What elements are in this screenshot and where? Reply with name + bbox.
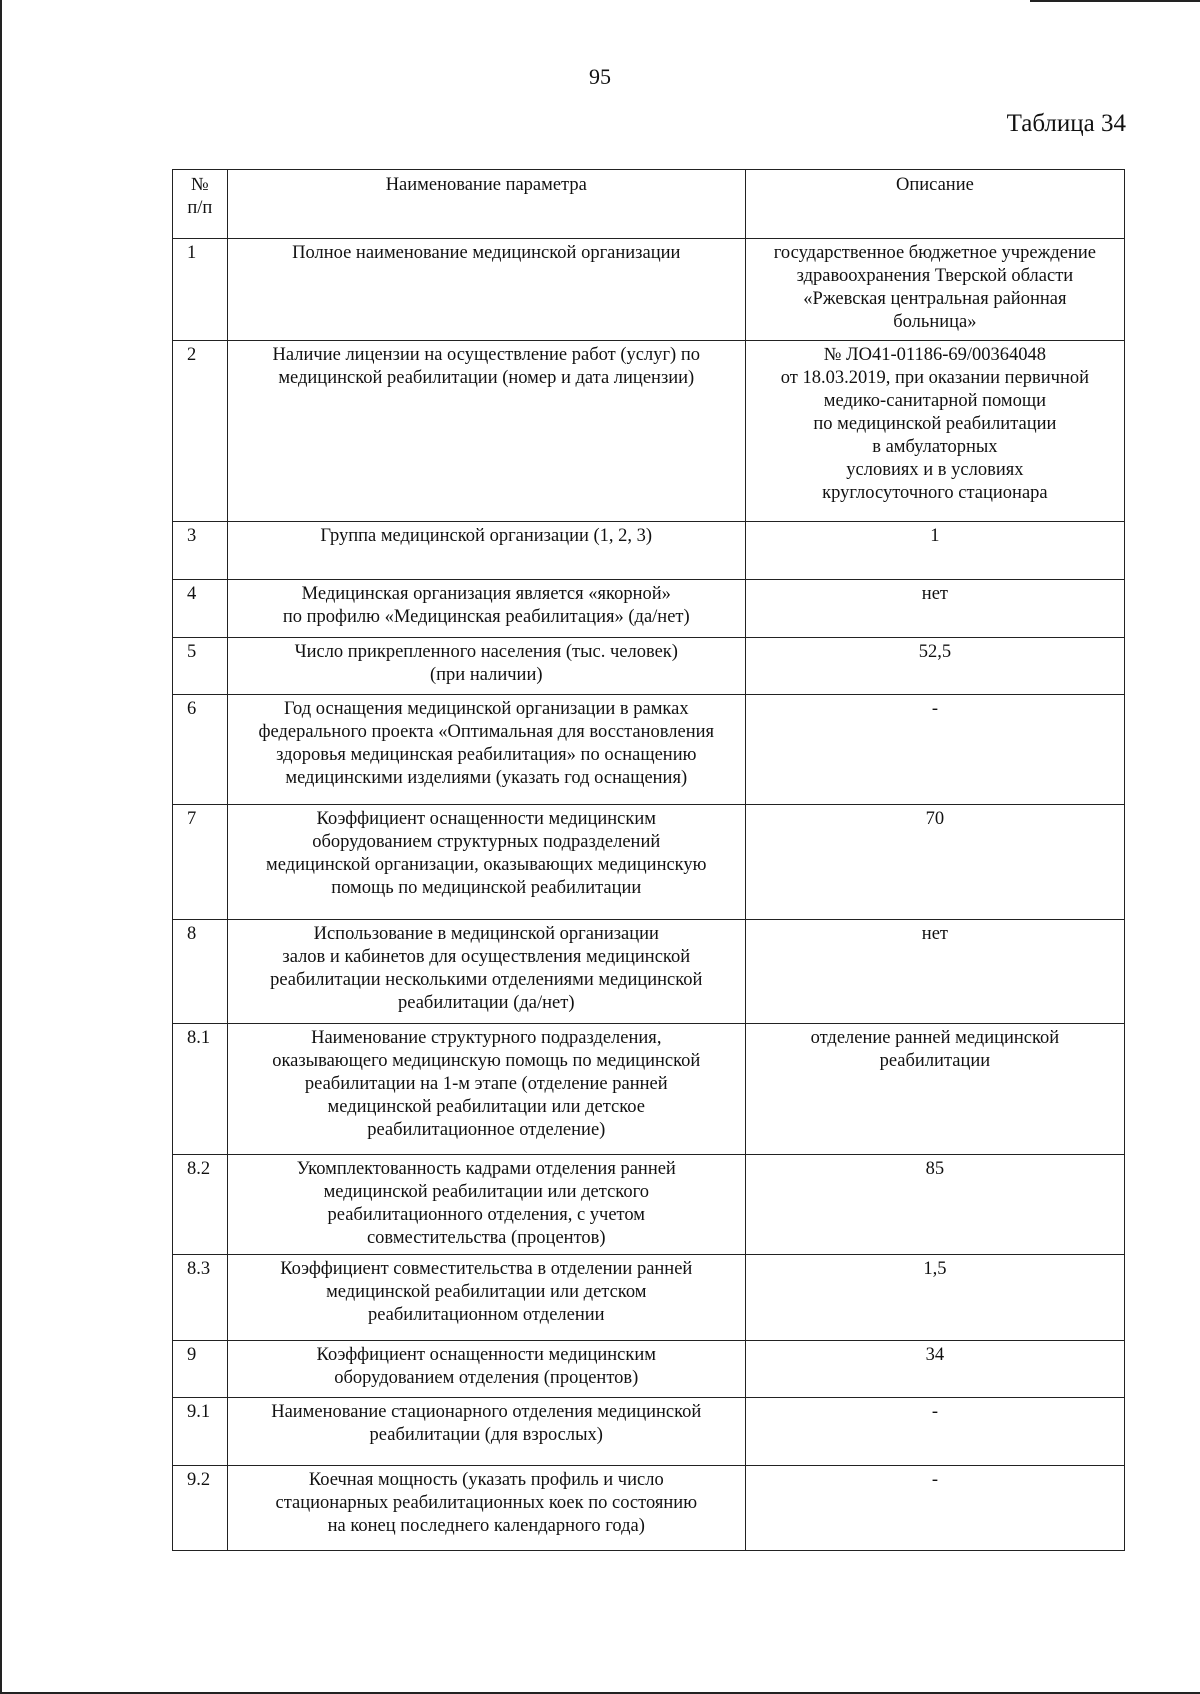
row-num: 8.1	[173, 1024, 228, 1155]
table-row	[173, 522, 1125, 580]
row-param: Коэффициент оснащенности медицинским оборудованием отделения (процентов)	[227, 1341, 745, 1398]
table-row	[173, 1341, 1125, 1398]
row-desc: государственное бюджетное учреждение здравоохранения Тверской области «Ржевская центральная районная больница»	[745, 239, 1124, 341]
scan-left-border	[0, 0, 2, 1694]
row-param: Год оснащения медицинской организации в рамках федерального проекта «Оптимальная для восстановления здоровья медицинская реабилитация» по оснащению медицинскими изделиями (указать год оснащения)	[227, 695, 745, 805]
table-row	[173, 1255, 1125, 1341]
page-number: 95	[589, 64, 611, 89]
table-row	[173, 580, 1125, 638]
row-num: 5	[173, 638, 228, 695]
row-desc: -	[745, 695, 1124, 805]
table-row	[173, 920, 1125, 1024]
row-num: 9.2	[173, 1466, 228, 1551]
row-desc: 52,5	[745, 638, 1124, 695]
row-param: Коэффициент совместительства в отделении ранней медицинской реабилитации или детском реабилитационном отделении	[227, 1255, 745, 1341]
row-param: Группа медицинской организации (1, 2, 3)	[227, 522, 745, 580]
table-row	[173, 805, 1125, 920]
row-param: Коэффициент оснащенности медицинским оборудованием структурных подразделений медицинской организации, оказывающих медицинскую помощь по медицинской реабилитации	[227, 805, 745, 920]
row-num: 8	[173, 920, 228, 1024]
row-num: 8.3	[173, 1255, 228, 1341]
row-param: Полное наименование медицинской организации	[227, 239, 745, 341]
row-num: 2	[173, 341, 228, 522]
header-desc: Описание	[745, 170, 1124, 239]
row-param: Использование в медицинской организации залов и кабинетов для осуществления медицинской реабилитации несколькими отделениями медицинской реабилитации (да/нет)	[227, 920, 745, 1024]
header-param: Наименование параметра	[227, 170, 745, 239]
row-num: 1	[173, 239, 228, 341]
row-desc: нет	[745, 580, 1124, 638]
table-row	[173, 1466, 1125, 1551]
parameters-table	[172, 169, 1125, 1551]
row-param: Коечная мощность (указать профиль и число стационарных реабилитационных коек по состоянию на конец последнего календарного года)	[227, 1466, 745, 1551]
scan-top-border	[1030, 0, 1200, 2]
table-row	[173, 1155, 1125, 1255]
row-desc: 1,5	[745, 1255, 1124, 1341]
row-desc: нет	[745, 920, 1124, 1024]
table-row	[173, 341, 1125, 522]
table-row	[173, 638, 1125, 695]
row-num: 9	[173, 1341, 228, 1398]
row-num: 8.2	[173, 1155, 228, 1255]
row-num: 6	[173, 695, 228, 805]
row-num: 7	[173, 805, 228, 920]
row-desc: отделение ранней медицинской реабилитации	[745, 1024, 1124, 1155]
table-header-row	[173, 170, 1125, 239]
row-num: 9.1	[173, 1398, 228, 1466]
table-row	[173, 1398, 1125, 1466]
row-desc: 1	[745, 522, 1124, 580]
row-param: Медицинская организация является «якорной» по профилю «Медицинская реабилитация» (да/нет)	[227, 580, 745, 638]
row-param: Наименование структурного подразделения, оказывающего медицинскую помощь по медицинской реабилитации на 1-м этапе (отделение ранней медицинской реабилитации или детское реабилитационное отделение)	[227, 1024, 745, 1155]
table-row	[173, 1024, 1125, 1155]
row-param: Укомплектованность кадрами отделения ранней медицинской реабилитации или детского реабилитационного отделения, с учетом совместительства (процентов)	[227, 1155, 745, 1255]
header-num: № п/п	[173, 170, 228, 239]
row-desc: -	[745, 1466, 1124, 1551]
table-caption: Таблица 34	[1006, 110, 1126, 137]
row-desc: 70	[745, 805, 1124, 920]
table-row	[173, 695, 1125, 805]
row-desc: -	[745, 1398, 1124, 1466]
row-param: Наименование стационарного отделения медицинской реабилитации (для взрослых)	[227, 1398, 745, 1466]
row-param: Число прикрепленного населения (тыс. человек) (при наличии)	[227, 638, 745, 695]
row-desc: № ЛО41-01186-69/00364048 от 18.03.2019, при оказании первичной медико-санитарной помощи по медицинской реабилитации в амбулаторных условиях и в условиях круглосуточного стационара	[745, 341, 1124, 522]
row-param: Наличие лицензии на осуществление работ (услуг) по медицинской реабилитации (номер и дата лицензии)	[227, 341, 745, 522]
table-row	[173, 239, 1125, 341]
row-num: 3	[173, 522, 228, 580]
row-desc: 85	[745, 1155, 1124, 1255]
row-num: 4	[173, 580, 228, 638]
row-desc: 34	[745, 1341, 1124, 1398]
